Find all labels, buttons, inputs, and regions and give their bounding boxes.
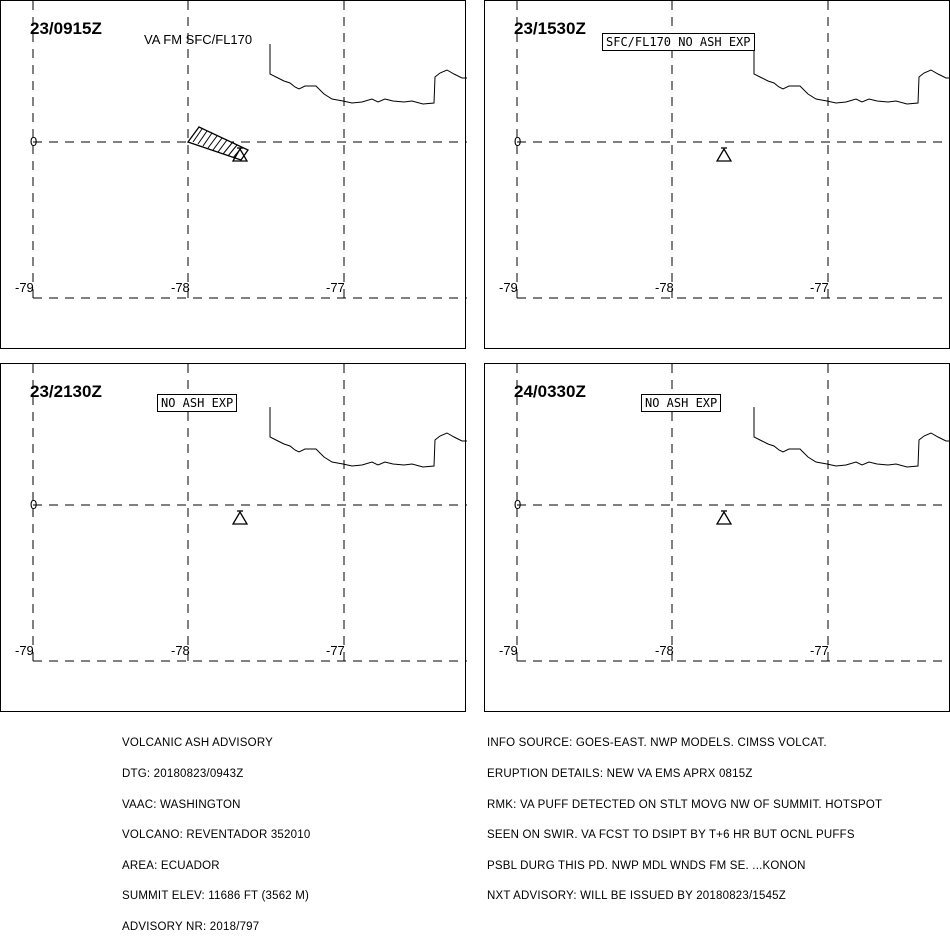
lon-label-79: -79 (499, 280, 518, 295)
forecast-panel-2 (484, 0, 950, 349)
volcano-icon (717, 148, 731, 161)
advisory-line: SUMMIT ELEV: 11686 FT (3562 M) (122, 890, 310, 903)
lat-label: 0 (514, 497, 522, 512)
ash-label: VA FM SFC/FL170 (144, 32, 253, 47)
lat-label: 0 (514, 134, 522, 149)
lon-label-78: -78 (171, 280, 190, 295)
advisory-header-left (122, 718, 310, 942)
advisory-line: INFO SOURCE: GOES-EAST. NWP MODELS. CIMSS VOLCAT. (487, 737, 827, 750)
ash-label: NO ASH EXP (641, 394, 721, 412)
coastline (270, 407, 467, 467)
lon-label-78: -78 (655, 643, 674, 658)
advisory-line: VOLCANIC ASH ADVISORY (122, 737, 273, 750)
lon-label-78: -78 (171, 643, 190, 658)
lon-label-78: -78 (655, 280, 674, 295)
advisory-line: ERUPTION DETAILS: NEW VA EMS APRX 0815Z (487, 768, 753, 780)
graticule (517, 364, 950, 661)
coastline (270, 44, 467, 104)
map-canvas (485, 364, 950, 713)
ash-label: NO ASH EXP (157, 394, 237, 412)
coastline (754, 407, 950, 467)
lon-label-79: -79 (15, 643, 34, 658)
advisory-details-right (487, 718, 882, 912)
advisory-line: ADVISORY NR: 2018/797 (122, 920, 260, 933)
lon-label-79: -79 (499, 643, 518, 658)
ash-label: SFC/FL170 NO ASH EXP (602, 33, 755, 51)
advisory-line: AREA: ECUADOR (122, 859, 220, 872)
advisory-line: SEEN ON SWIR. VA FCST TO DSIPT BY T+6 HR BUT OCNL PUFFS (487, 829, 855, 842)
advisory-line: PSBL DURG THIS PD. NWP MDL WNDS FM SE. ...KONON (487, 859, 806, 872)
advisory-line: DTG: 20180823/0943Z (122, 768, 244, 780)
lon-label-79: -79 (15, 280, 34, 295)
lon-label-77: -77 (326, 280, 345, 295)
forecast-panel-1 (0, 0, 466, 349)
lon-label-77: -77 (810, 280, 829, 295)
lon-label-77: -77 (326, 643, 345, 658)
ash-cloud-polygon (188, 127, 248, 160)
advisory-line: NXT ADVISORY: WILL BE ISSUED BY 20180823/1545Z (487, 890, 786, 903)
panel-time: 24/0330Z (514, 382, 586, 401)
forecast-panel-4 (484, 363, 950, 712)
map-canvas (1, 364, 467, 713)
map-canvas (1, 1, 467, 350)
coastline (754, 44, 950, 104)
graticule (33, 364, 467, 661)
advisory-line: RMK: VA PUFF DETECTED ON STLT MOVG NW OF SUMMIT. HOTSPOT (487, 798, 883, 811)
volcano-icon (717, 511, 731, 524)
panel-time: 23/0915Z (30, 19, 102, 38)
lat-label: 0 (30, 134, 38, 149)
advisory-line: VAAC: WASHINGTON (122, 798, 241, 811)
lon-label-77: -77 (810, 643, 829, 658)
map-canvas (485, 1, 950, 350)
panel-time: 23/1530Z (514, 19, 586, 38)
volcano-icon (233, 511, 247, 524)
forecast-panel-3 (0, 363, 466, 712)
lat-label: 0 (30, 497, 38, 512)
advisory-line: VOLCANO: REVENTADOR 352010 (122, 829, 311, 842)
panel-time: 23/2130Z (30, 382, 102, 401)
